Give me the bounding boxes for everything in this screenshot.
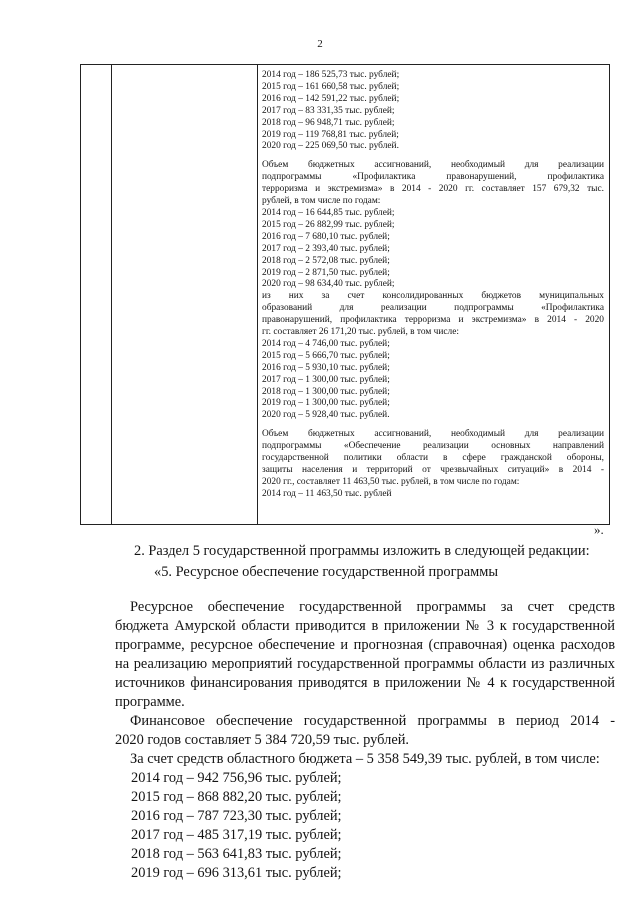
text-line: защиты населения и территорий от чрезвычайных ситуаций» в 2014 - [262, 465, 604, 475]
text-line: 2020 годов составляет 5 384 720,59 тыс. рублей. [115, 732, 410, 748]
year-line: 2014 год – 186 525,73 тыс. рублей; [262, 70, 400, 80]
funding-years-block-1 [262, 70, 604, 153]
year-line: 2018 год – 1 300,00 тыс. рублей; [262, 386, 390, 397]
year-line: 2019 год – 2 871,50 тыс. рублей; [262, 267, 390, 278]
text-line: рублей, в том числе по годам: [262, 196, 381, 207]
text-line: 2. Раздел 5 государственной программы изложить в следующей редакции: [134, 543, 590, 559]
prevention-subprogram-paragraph [262, 160, 604, 208]
text-line: программе. [115, 694, 185, 710]
year-line: 2020 год – 225 069,50 тыс. рублей. [262, 141, 399, 152]
year-line: 2016 год – 787 723,30 тыс. рублей; [131, 808, 342, 824]
year-line: 2015 год – 5 666,70 тыс. рублей; [262, 350, 390, 361]
year-line: 2019 год – 119 768,81 тыс. рублей; [262, 129, 399, 140]
text-line: Ресурсное обеспечение государственной программы за счет средств [130, 599, 615, 615]
text-line: бюджета Амурской области приводится в приложении № 3 к государственной [115, 618, 615, 634]
text-line: правонарушений, профилактика терроризма и экстремизма» в 2014 - 2020 [262, 315, 604, 326]
year-line: 2015 год – 868 882,20 тыс. рублей; [131, 789, 342, 805]
text-line: гг. составляет 26 171,20 тыс. рублей, в том числе: [262, 327, 459, 338]
year-line: 2020 год – 5 928,40 тыс. рублей. [262, 410, 390, 421]
funding-years-block-3 [262, 339, 604, 422]
year-line: 2017 год – 485 317,19 тыс. рублей; [131, 827, 342, 843]
amendment-item-2 [134, 542, 614, 561]
year-line: 2014 год – 4 746,00 тыс. рублей; [262, 338, 390, 349]
section-heading [154, 563, 614, 582]
year-line: 2019 год – 1 300,00 тыс. рублей; [262, 398, 390, 409]
text-line: За счет средств областного бюджета – 5 358 549,39 тыс. рублей, в том числе: [130, 751, 600, 767]
year-line: 2014 год – 16 644,85 тыс. рублей; [262, 207, 395, 218]
page-number: 2 [317, 38, 323, 50]
text-line: государственной политики области в сфере гражданской обороны, [262, 453, 604, 464]
finance-paragraph [115, 712, 615, 750]
year-line: 2015 год – 26 882,99 тыс. рублей; [262, 219, 395, 230]
year-line: 2019 год – 696 313,61 тыс. рублей; [131, 865, 342, 881]
text-line: источников финансирования приводятся в приложении № 4 к государственной [115, 675, 615, 691]
text-line: 2020 гг., составляет 11 463,50 тыс. рублей, в том числе по годам: [262, 476, 520, 487]
text-line: «5. Ресурсное обеспечение государственной программы [154, 564, 498, 580]
municipal-budgets-paragraph [262, 291, 604, 339]
year-line: 2020 год – 98 634,40 тыс. рублей; [262, 279, 395, 290]
text-line: терроризма и экстремизма» в 2014 - 2020 гг. составляет 157 679,32 тыс. [262, 184, 604, 195]
text-line: Финансовое обеспечение государственной программы в период 2014 - [130, 713, 615, 729]
year-line: 2017 год – 1 300,00 тыс. рублей; [262, 374, 390, 385]
closing-quote: ». [594, 522, 604, 537]
regional-years-list [115, 769, 615, 883]
year-line: 2018 год – 2 572,08 тыс. рублей; [262, 255, 390, 266]
table-column-divider [111, 65, 112, 524]
civil-defense-subprogram-paragraph [262, 429, 604, 500]
year-line: 2016 год – 142 591,22 тыс. рублей; [262, 93, 400, 104]
resource-paragraph [115, 598, 615, 712]
text-line: программе, ресурсное обеспечение и прогнозная (справочная) оценка расходов [115, 637, 615, 653]
table-column-divider [257, 65, 258, 524]
text-line: на реализацию мероприятий государственной программы области из различных [115, 656, 615, 672]
year-line: 2016 год – 5 930,10 тыс. рублей; [262, 362, 390, 373]
table-text-cell [262, 70, 604, 501]
text-line: подпрограммы «Профилактика правонарушений, профилактика [262, 172, 604, 183]
text-line: Объем бюджетных ассигнований, необходимый для реализации [262, 160, 604, 171]
text-line: из них за счет консолидированных бюджетов муниципальных [262, 291, 604, 302]
year-line: 2016 год – 7 680,10 тыс. рублей; [262, 231, 390, 242]
year-line: 2018 год – 563 641,83 тыс. рублей; [131, 846, 342, 862]
year-line: 2017 год – 2 393,40 тыс. рублей; [262, 243, 390, 254]
continuation-table [80, 64, 610, 525]
text-line: образований для реализации подпрограммы «Профилактика [262, 303, 604, 314]
year-line: 2018 год – 96 948,71 тыс. рублей; [262, 117, 395, 128]
year-line: 2014 год – 942 756,96 тыс. рублей; [131, 770, 342, 786]
year-line: 2014 год – 11 463,50 тыс. рублей [262, 488, 392, 499]
text-line: Объем бюджетных ассигнований, необходимый для реализации [262, 429, 604, 440]
year-line: 2015 год – 161 660,58 тыс. рублей; [262, 81, 400, 92]
text-line: подпрограммы «Обеспечение реализации основных направлений [262, 441, 604, 452]
funding-years-block-2 [262, 208, 604, 291]
regional-budget-paragraph [115, 750, 615, 769]
year-line: 2017 год – 83 331,35 тыс. рублей; [262, 105, 395, 116]
